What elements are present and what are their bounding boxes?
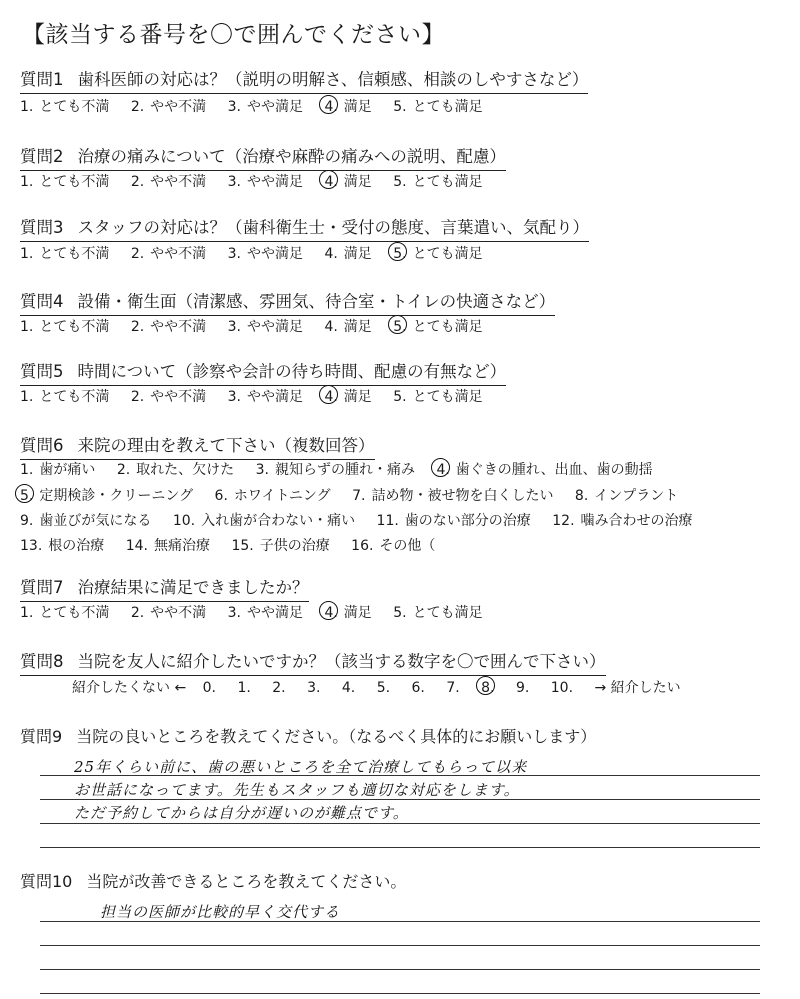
option-2[interactable]: 2. やや不満 <box>130 246 207 262</box>
question-1-title <box>20 66 588 94</box>
option-5[interactable]: 5. とても満足 <box>393 605 483 621</box>
question-text: 来院の理由を教えて下さい（複数回答） <box>77 436 375 455</box>
question-number: 質問9 <box>20 727 63 746</box>
question-text: 治療結果に満足できましたか？ <box>77 578 309 597</box>
question-text: スタッフの対応は？（歯科衛生士・受付の態度、言葉遣い、気配り） <box>77 218 589 237</box>
answer-line <box>40 946 760 970</box>
option-2[interactable]: 2. やや不満 <box>130 389 207 405</box>
scale-0[interactable]: 0. <box>202 680 216 696</box>
answer-line <box>40 922 760 946</box>
option-2[interactable]: 2. やや不満 <box>130 605 207 621</box>
scale-5[interactable]: 5. <box>376 680 391 696</box>
option-8[interactable]: 8. インプラント <box>574 488 679 504</box>
question-9-handwritten-line-3: ただ予約してからは自分が遅いのが難点です。 <box>74 804 409 822</box>
option-1[interactable]: 1. とても不満 <box>20 174 110 190</box>
option-12[interactable]: 12. 噛み合わせの治療 <box>552 513 693 529</box>
option-4[interactable]: 4. 満足 <box>324 602 371 622</box>
option-5[interactable]: 5. 定期検診・クリーニング <box>20 485 193 505</box>
option-11[interactable]: 11. 歯のない部分の治療 <box>376 513 531 529</box>
question-number: 質問4 <box>20 292 64 311</box>
question-text: 当院の良いところを教えてください。（なるべく具体的にお願いします） <box>76 727 597 746</box>
question-text: 当院が改善できるところを教えてください。 <box>86 872 407 891</box>
question-text: 歯科医師の対応は？（説明の明解さ、信頼感、相談のしやすさなど） <box>77 70 589 89</box>
option-1[interactable]: 1. とても不満 <box>20 389 110 405</box>
question-8-scale <box>72 677 698 697</box>
option-4[interactable]: 4. 満足 <box>324 319 372 335</box>
question-text: 設備・衛生面（清潔感、雰囲気、待合室・トイレの快適さなど） <box>77 292 556 311</box>
option-4[interactable]: 4. 満足 <box>324 96 371 116</box>
question-6-options-row-1 <box>20 459 670 479</box>
option-1[interactable]: 1. とても不満 <box>20 319 110 335</box>
option-6[interactable]: 6. ホワイトニング <box>214 488 331 504</box>
question-6-options-row-2 <box>20 485 695 505</box>
question-6-options-row-4 <box>20 535 452 555</box>
scale-1[interactable]: 1. <box>237 680 251 696</box>
question-8-title <box>20 648 606 676</box>
scale-8[interactable]: 8. <box>481 680 494 696</box>
scale-6[interactable]: 6. <box>411 680 425 696</box>
question-6-options-row-3 <box>20 510 710 530</box>
option-5[interactable]: 5. とても満足 <box>393 243 482 263</box>
option-4[interactable]: 4. 満足 <box>324 386 371 406</box>
option-4[interactable]: 4. 満足 <box>324 246 372 262</box>
option-5[interactable]: 5. とても満足 <box>393 316 482 336</box>
option-1[interactable]: 1. とても不満 <box>20 605 110 621</box>
question-4-options <box>20 316 500 336</box>
question-9-handwritten-line-1: 25年くらい前に、歯の悪いところを全て治療してもらって以来 <box>74 758 528 776</box>
question-number: 質問5 <box>20 362 64 381</box>
scale-10[interactable]: 10. <box>550 680 574 696</box>
question-7-title <box>20 574 309 602</box>
option-10[interactable]: 10. 入れ歯が合わない・痛い <box>172 513 356 529</box>
question-10-handwritten-answer: 担当の医師が比較的早く交代する <box>100 903 341 921</box>
option-3[interactable]: 3. やや満足 <box>227 389 303 405</box>
question-9-handwritten-line-2: お世話になってます。先生もスタッフも適切な対応をします。 <box>74 781 520 799</box>
option-9[interactable]: 9. 歯並びが気になる <box>20 513 152 529</box>
question-4-title <box>20 288 555 316</box>
option-7[interactable]: 7. 詰め物・被せ物を白くしたい <box>352 488 554 504</box>
option-2[interactable]: 2. やや不満 <box>130 99 207 115</box>
question-5-options <box>20 386 500 406</box>
answer-line <box>40 824 760 848</box>
question-number: 質問1 <box>20 70 64 89</box>
option-2[interactable]: 2. 取れた、欠けた <box>116 462 235 478</box>
option-3[interactable]: 3. やや満足 <box>227 174 303 190</box>
question-9-title <box>20 724 596 747</box>
option-13[interactable]: 13. 根の治療 <box>20 538 105 554</box>
scale-left-label: 紹介したくない ← <box>72 680 187 696</box>
scale-9[interactable]: 9. <box>515 680 530 696</box>
question-1-options <box>20 96 500 116</box>
option-16[interactable]: 16. その他（ <box>351 538 436 554</box>
option-1[interactable]: 1. とても不満 <box>20 99 110 115</box>
option-3[interactable]: 3. やや満足 <box>227 246 303 262</box>
question-3-options <box>20 243 500 263</box>
selection-circle <box>476 676 495 695</box>
answer-line <box>40 970 760 994</box>
scale-7[interactable]: 7. <box>446 680 460 696</box>
question-6-title <box>20 432 375 460</box>
option-1[interactable]: 1. とても不満 <box>20 246 110 262</box>
option-3[interactable]: 3. やや満足 <box>227 605 303 621</box>
question-3-title <box>20 214 589 242</box>
option-5[interactable]: 5. とても満足 <box>393 389 483 405</box>
question-number: 質問3 <box>20 218 64 237</box>
question-text: 時間について（診察や会計の待ち時間、配慮の有無など） <box>77 362 507 381</box>
scale-2[interactable]: 2. <box>272 680 286 696</box>
selection-circle <box>15 484 34 503</box>
question-text: 治療の痛みについて（治療や麻酔の痛みへの説明、配慮） <box>77 147 506 166</box>
question-2-title <box>20 143 506 171</box>
option-1[interactable]: 1. 歯が痛い <box>20 462 96 478</box>
option-4[interactable]: 4. 満足 <box>324 171 371 191</box>
option-2[interactable]: 2. やや不満 <box>130 319 207 335</box>
question-text: 当院を友人に紹介したいですか？（該当する数字を〇で囲んで下さい） <box>77 652 606 671</box>
question-number: 質問8 <box>20 652 64 671</box>
scale-right-label: → 紹介したい <box>594 680 681 696</box>
option-3[interactable]: 3. やや満足 <box>227 99 303 115</box>
question-number: 質問2 <box>20 147 64 166</box>
scale-3[interactable]: 3. <box>307 680 321 696</box>
question-number: 質問10 <box>20 872 73 891</box>
option-15[interactable]: 15. 子供の治療 <box>231 538 330 554</box>
option-2[interactable]: 2. やや不満 <box>130 174 207 190</box>
option-5[interactable]: 5. とても満足 <box>393 99 483 115</box>
question-10-title <box>20 869 406 892</box>
question-number: 質問7 <box>20 578 64 597</box>
scale-4[interactable]: 4. <box>341 680 356 696</box>
form-instruction-header: 【該当する番号を〇で囲んでください】 <box>22 22 445 48</box>
question-7-options <box>20 602 500 622</box>
option-3[interactable]: 3. やや満足 <box>227 319 303 335</box>
question-number: 質問6 <box>20 436 64 455</box>
question-5-title <box>20 358 506 386</box>
option-14[interactable]: 14. 無痛治療 <box>125 538 210 554</box>
option-4[interactable]: 4. 歯ぐきの腫れ、出血、歯の動揺 <box>436 459 652 479</box>
option-3[interactable]: 3. 親知らずの腫れ・痛み <box>255 462 415 478</box>
option-5[interactable]: 5. とても満足 <box>393 174 483 190</box>
question-2-options <box>20 171 500 191</box>
